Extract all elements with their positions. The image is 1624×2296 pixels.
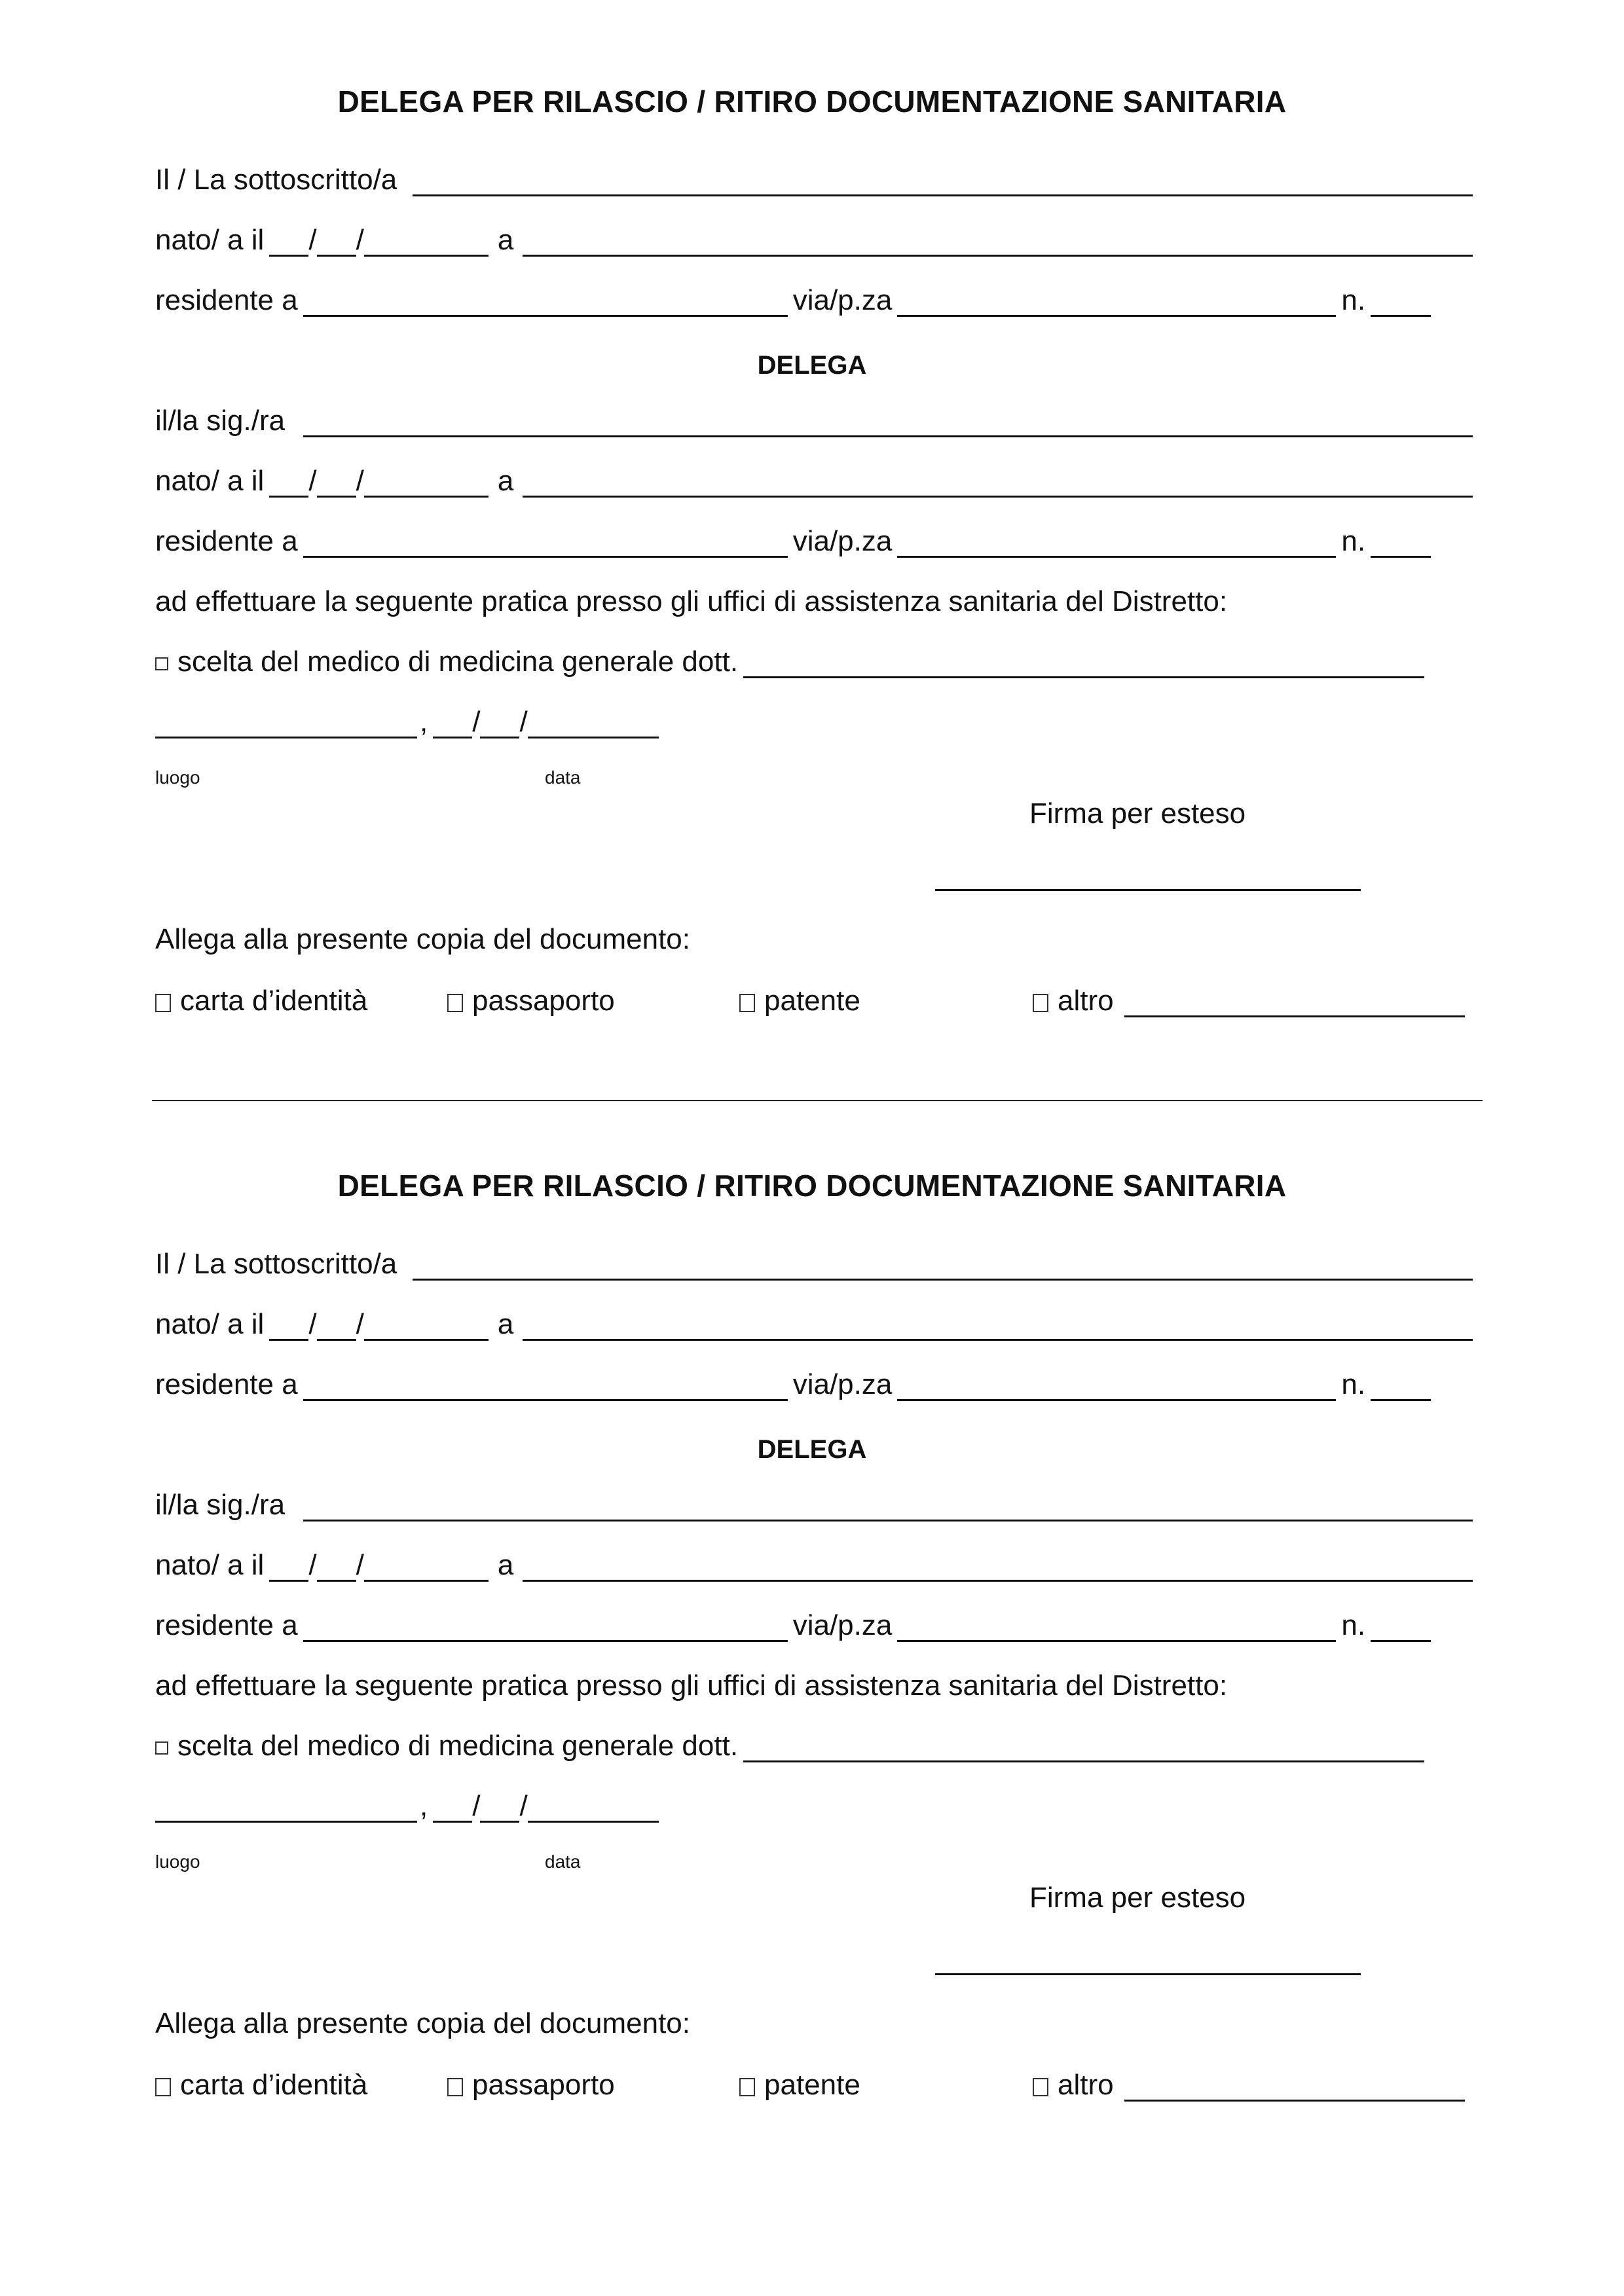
checkbox-icon[interactable] [739, 994, 755, 1012]
subscriber-name-field[interactable] [413, 1247, 1473, 1281]
option-label: altro [1058, 985, 1114, 1017]
option-identity-card[interactable] [155, 2061, 367, 2102]
subscriber-label: Il / La sottoscritto/a [155, 1248, 397, 1280]
delegate-name-field[interactable] [303, 404, 1473, 437]
date-month-field[interactable] [480, 1789, 519, 1823]
attach-text: Allega alla presente copia del documento: [155, 923, 690, 955]
doctor-choice-label: scelta del medico di medicina generale dott. [177, 646, 739, 678]
residence-city-field[interactable] [303, 283, 788, 317]
subscriber-residence-row [155, 1360, 1478, 1401]
birth-day-field[interactable] [269, 1548, 308, 1582]
document-options [155, 977, 1478, 1017]
doctor-choice-row [155, 638, 1478, 678]
resident-label: residente a [155, 284, 298, 316]
option-label: altro [1058, 2069, 1114, 2101]
street-label: via/p.za [792, 1368, 893, 1400]
date-caption: data [545, 1851, 581, 1872]
option-label: passaporto [472, 985, 615, 1017]
street-label: via/p.za [792, 1609, 893, 1641]
birth-month-field[interactable] [317, 223, 356, 257]
birth-year-field[interactable] [364, 1307, 489, 1341]
born-at-label: a [497, 465, 514, 497]
checkbox-icon[interactable] [1033, 2078, 1048, 2096]
doctor-choice-label: scelta del medico di medicina generale dott. [177, 1730, 739, 1762]
option-label: patente [764, 985, 860, 1017]
option-passport[interactable] [447, 977, 615, 1017]
residence-street-field[interactable] [897, 1368, 1336, 1401]
subscriber-birth-row: nato/ a il / / a [155, 1300, 1478, 1341]
birth-place-field[interactable] [523, 1307, 1473, 1341]
delegate-birth-row: nato/ a il / / a [155, 457, 1478, 498]
signature-field[interactable] [935, 1973, 1361, 1975]
born-label: nato/ a il [155, 1308, 265, 1340]
subscriber-row [155, 1240, 1478, 1281]
date-day-field[interactable] [433, 705, 472, 738]
doctor-choice-checkbox[interactable] [155, 657, 168, 670]
birth-place-field[interactable] [523, 1548, 1473, 1582]
date-caption: data [545, 767, 581, 788]
street-label: via/p.za [792, 284, 893, 316]
practice-text: ad effettuare la seguente pratica presso gli uffici di assistenza sanitaria del Distretto: [155, 585, 1228, 617]
birth-year-field[interactable] [364, 223, 489, 257]
birth-month-field[interactable] [317, 1548, 356, 1582]
signature-label: Firma per esteso [1029, 1882, 1246, 1914]
delegate-heading: DELEGA [757, 1435, 867, 1464]
option-label: patente [764, 2069, 860, 2101]
date-day-field[interactable] [433, 1789, 472, 1823]
practice-text: ad effettuare la seguente pratica presso gli uffici di assistenza sanitaria del Distretto: [155, 1669, 1228, 1702]
birth-month-field[interactable] [317, 1307, 356, 1341]
attach-text: Allega alla presente copia del documento: [155, 2007, 690, 2039]
delegate-name-field[interactable] [303, 1488, 1473, 1522]
doctor-choice-row [155, 1722, 1478, 1762]
delegate-residence-row [155, 1601, 1478, 1642]
delegation-form-2 [0, 1084, 1624, 2164]
place-caption: luogo [155, 1851, 200, 1872]
born-at-label: a [497, 224, 514, 256]
residence-number-field[interactable] [1371, 1609, 1431, 1642]
residence-number-field[interactable] [1371, 524, 1431, 558]
number-label: n. [1341, 284, 1366, 316]
checkbox-icon[interactable] [447, 2078, 463, 2096]
born-label: nato/ a il [155, 465, 265, 497]
subscriber-birth-row: nato/ a il / / a [155, 216, 1478, 257]
option-driving-license[interactable] [739, 977, 860, 1017]
option-label: carta d’identità [180, 985, 368, 1017]
resident-label: residente a [155, 1368, 298, 1400]
born-at-label: a [497, 1549, 514, 1581]
birth-month-field[interactable] [317, 464, 356, 498]
birth-place-field[interactable] [523, 223, 1473, 257]
place-date-row: , / / [155, 698, 1478, 738]
other-document-field[interactable] [1124, 2068, 1465, 2102]
residence-number-field[interactable] [1371, 283, 1431, 317]
option-driving-license[interactable] [739, 2061, 860, 2102]
residence-street-field[interactable] [897, 283, 1336, 317]
form-title: DELEGA PER RILASCIO / RITIRO DOCUMENTAZIONE SANITARIA [337, 1169, 1287, 1203]
subscriber-name-field[interactable] [413, 163, 1473, 196]
birth-year-field[interactable] [364, 464, 489, 498]
signature-label: Firma per esteso [1029, 797, 1246, 829]
checkbox-icon[interactable] [155, 994, 171, 1012]
delegate-row [155, 397, 1478, 437]
residence-city-field[interactable] [303, 1368, 788, 1401]
date-year-field[interactable] [528, 1789, 659, 1823]
residence-city-field[interactable] [303, 1609, 788, 1642]
document-options [155, 2061, 1478, 2102]
date-month-field[interactable] [480, 705, 519, 738]
born-label: nato/ a il [155, 224, 265, 256]
number-label: n. [1341, 1368, 1366, 1400]
doctor-choice-checkbox[interactable] [155, 1741, 168, 1755]
place-field[interactable] [155, 1789, 417, 1823]
number-label: n. [1341, 1609, 1366, 1641]
street-label: via/p.za [792, 525, 893, 557]
place-caption: luogo [155, 767, 200, 788]
option-identity-card[interactable] [155, 977, 367, 1017]
checkbox-icon[interactable] [155, 2078, 171, 2096]
birth-place-field[interactable] [523, 464, 1473, 498]
delegate-row [155, 1481, 1478, 1522]
checkbox-icon[interactable] [739, 2078, 755, 2096]
residence-street-field[interactable] [897, 1609, 1336, 1642]
subscriber-row [155, 156, 1478, 196]
place-field[interactable] [155, 705, 417, 738]
delegate-label: il/la sig./ra [155, 405, 286, 437]
subscriber-residence-row [155, 276, 1478, 317]
delegate-residence-row [155, 517, 1478, 558]
birth-day-field[interactable] [269, 464, 308, 498]
residence-number-field[interactable] [1371, 1368, 1431, 1401]
checkbox-icon[interactable] [447, 994, 463, 1012]
option-other[interactable] [1033, 977, 1470, 1017]
delegation-form-1 [0, 0, 1624, 1080]
delegate-label: il/la sig./ra [155, 1489, 286, 1521]
resident-label: residente a [155, 1609, 298, 1641]
resident-label: residente a [155, 525, 298, 557]
doctor-name-field[interactable] [743, 645, 1424, 678]
signature-field[interactable] [935, 889, 1361, 891]
subscriber-label: Il / La sottoscritto/a [155, 164, 397, 196]
born-label: nato/ a il [155, 1549, 265, 1581]
residence-street-field[interactable] [897, 524, 1336, 558]
delegate-birth-row: nato/ a il / / a [155, 1541, 1478, 1582]
residence-city-field[interactable] [303, 524, 788, 558]
number-label: n. [1341, 525, 1366, 557]
birth-day-field[interactable] [269, 1307, 308, 1341]
date-year-field[interactable] [528, 705, 659, 738]
form-title: DELEGA PER RILASCIO / RITIRO DOCUMENTAZIONE SANITARIA [337, 84, 1287, 118]
birth-year-field[interactable] [364, 1548, 489, 1582]
doctor-name-field[interactable] [743, 1729, 1424, 1762]
birth-day-field[interactable] [269, 223, 308, 257]
place-date-row: , / / [155, 1782, 1478, 1823]
other-document-field[interactable] [1124, 984, 1465, 1017]
delegate-heading: DELEGA [757, 351, 867, 380]
checkbox-icon[interactable] [1033, 994, 1048, 1012]
option-label: passaporto [472, 2069, 615, 2101]
option-label: carta d’identità [180, 2069, 368, 2101]
option-other[interactable] [1033, 2061, 1470, 2102]
born-at-label: a [497, 1308, 514, 1340]
option-passport[interactable] [447, 2061, 615, 2102]
